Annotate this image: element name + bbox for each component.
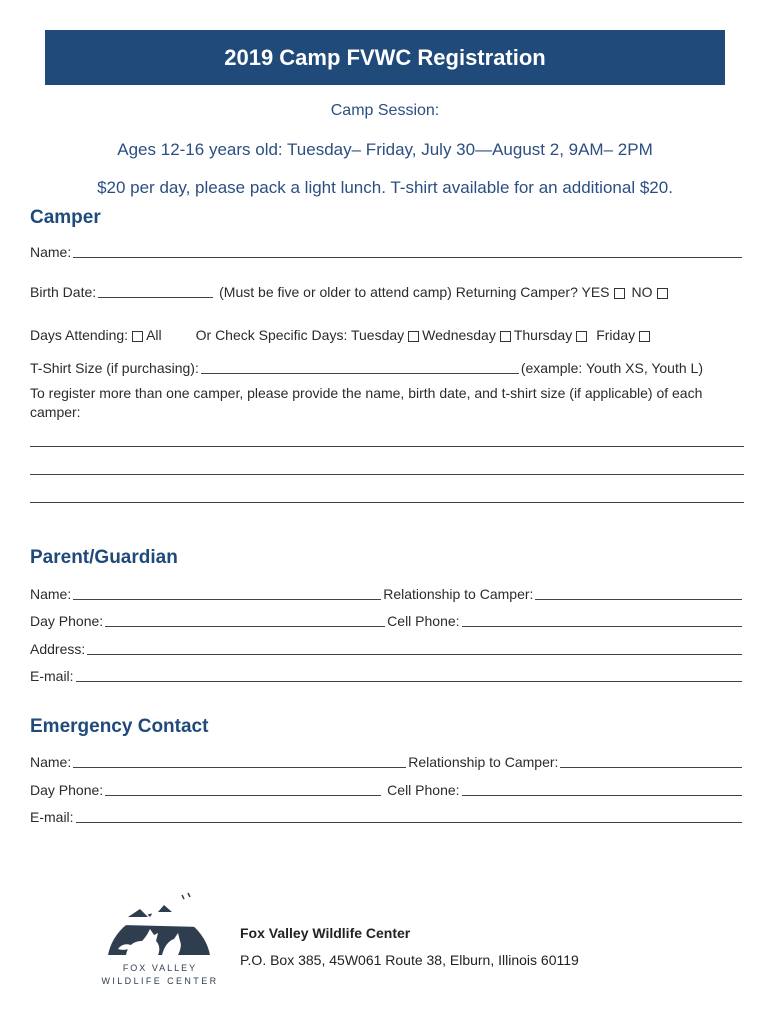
emergency-day-phone-label: Day Phone: xyxy=(30,782,104,798)
parent-day-phone-label: Day Phone: xyxy=(30,613,104,629)
parent-address-label: Address: xyxy=(30,641,86,657)
parent-email-label: E-mail: xyxy=(30,668,74,684)
all-days-label: All xyxy=(146,327,162,343)
emergency-email-label: E-mail: xyxy=(30,809,74,825)
parent-email-field[interactable] xyxy=(76,667,742,682)
parent-relationship-label: Relationship to Camper: xyxy=(383,586,534,602)
birth-note: (Must be five or older to attend camp) Returning Camper? YES xyxy=(219,284,610,300)
parent-address-field[interactable] xyxy=(87,640,742,655)
emergency-name-field[interactable] xyxy=(73,753,406,768)
days-attending-label: Days Attending: xyxy=(30,327,129,343)
parent-cell-phone-field[interactable] xyxy=(462,612,742,627)
camp-session-label: Camp Session: xyxy=(330,102,440,119)
multiple-campers-note: To register more than one camper, please provide the name, birth date, and t-shirt size (if applicable) of each camper: xyxy=(30,385,703,420)
tshirt-row xyxy=(30,356,744,376)
additional-camper-line-3[interactable] xyxy=(30,502,744,503)
parent-relationship-field[interactable] xyxy=(535,585,742,600)
emergency-name-row xyxy=(30,750,744,770)
ages-dates-line: Ages 12-16 years old: Tuesday– Friday, July 30—August 2, 9AM– 2PM xyxy=(117,140,653,159)
camper-name-field[interactable] xyxy=(73,243,742,258)
parent-phone-row xyxy=(30,609,744,629)
emergency-cell-phone-field[interactable] xyxy=(462,781,742,796)
parent-name-row xyxy=(30,582,744,602)
organization-name: Fox Valley Wildlife Center xyxy=(240,925,411,941)
emergency-day-phone-field[interactable] xyxy=(105,781,381,796)
returning-yes-checkbox[interactable] xyxy=(614,288,625,299)
tshirt-example: (example: Youth XS, Youth L) xyxy=(520,360,703,376)
form-title: 2019 Camp FVWC Registration xyxy=(224,44,546,70)
emergency-contact-heading: Emergency Contact xyxy=(30,716,209,737)
emergency-email-field[interactable] xyxy=(76,808,742,823)
emergency-cell-phone-label: Cell Phone: xyxy=(387,782,460,798)
birth-date-field[interactable] xyxy=(98,283,213,298)
parent-guardian-heading: Parent/Guardian xyxy=(30,547,178,568)
parent-name-label: Name: xyxy=(30,586,72,602)
fox-logo-icon xyxy=(98,885,223,990)
wednesday-checkbox[interactable] xyxy=(500,331,511,342)
organization-address: P.O. Box 385, 45W061 Route 38, Elburn, Illinois 60119 xyxy=(240,952,579,968)
parent-name-field[interactable] xyxy=(73,585,381,600)
emergency-email-row xyxy=(30,805,744,825)
logo-text-line1: FOX VALLEY xyxy=(122,963,198,973)
additional-camper-line-2[interactable] xyxy=(30,474,744,475)
tuesday-checkbox[interactable] xyxy=(408,331,419,342)
days-attending-row xyxy=(30,323,744,343)
emergency-relationship-label: Relationship to Camper: xyxy=(408,754,559,770)
tshirt-size-label: T-Shirt Size (if purchasing): xyxy=(30,360,199,376)
all-days-checkbox[interactable] xyxy=(132,331,143,342)
thursday-checkbox[interactable] xyxy=(576,331,587,342)
returning-no-label: NO xyxy=(631,284,653,300)
emergency-name-label: Name: xyxy=(30,754,72,770)
wednesday-label: Wednesday xyxy=(422,327,496,343)
emergency-relationship-field[interactable] xyxy=(560,753,742,768)
tshirt-size-field[interactable] xyxy=(201,359,519,374)
camper-name-label: Name: xyxy=(30,244,72,260)
specific-days-label: Or Check Specific Days: Tuesday xyxy=(195,327,405,343)
camper-name-row xyxy=(30,240,744,260)
friday-checkbox[interactable] xyxy=(639,331,650,342)
camper-birth-row xyxy=(30,280,744,300)
parent-address-row xyxy=(30,637,744,657)
birth-date-label: Birth Date: xyxy=(30,284,97,300)
camper-heading: Camper xyxy=(30,207,101,228)
price-line: $20 per day, please pack a light lunch. T-shirt available for an additional $20. xyxy=(97,178,673,197)
thursday-label: Thursday xyxy=(513,327,573,343)
fox-valley-logo xyxy=(98,885,223,990)
parent-day-phone-field[interactable] xyxy=(105,612,385,627)
form-title-banner xyxy=(45,30,725,85)
additional-camper-line-1[interactable] xyxy=(30,446,744,447)
parent-cell-phone-label: Cell Phone: xyxy=(387,613,460,629)
parent-email-row xyxy=(30,664,744,684)
returning-no-checkbox[interactable] xyxy=(657,288,668,299)
logo-text-line2: WILDLIFE CENTER xyxy=(101,976,219,986)
emergency-phone-row xyxy=(30,778,744,798)
friday-label: Friday xyxy=(596,327,636,343)
